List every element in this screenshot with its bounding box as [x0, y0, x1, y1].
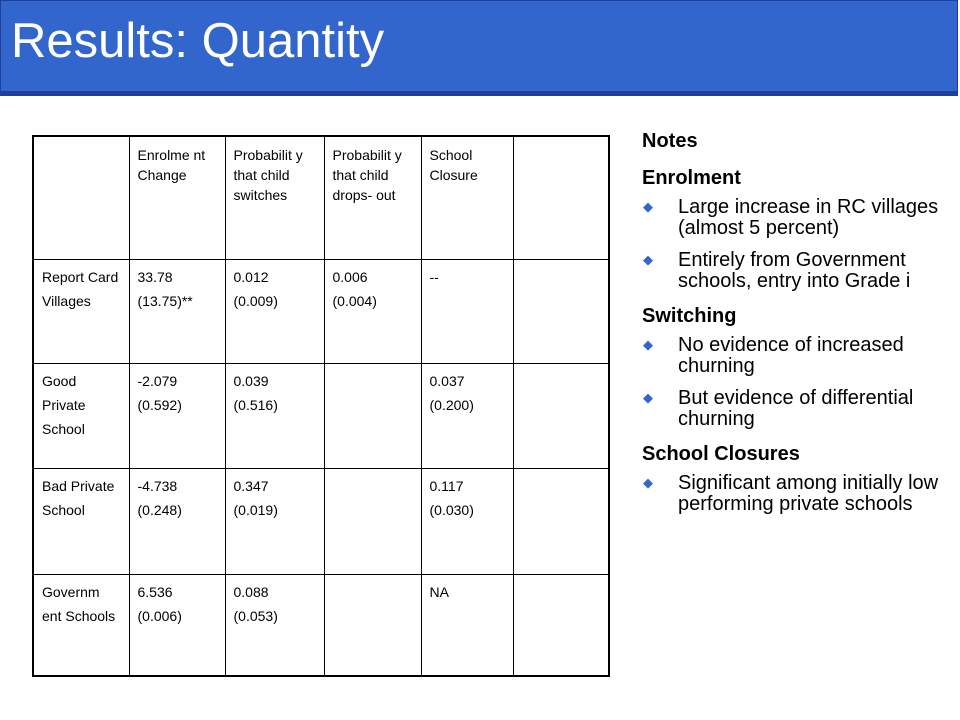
cell-standard-error: (0.006): [137, 607, 182, 624]
notes-section-title: Switching: [642, 305, 737, 327]
notes-bullet-item: [642, 335, 942, 377]
cell-value: -4.738: [137, 477, 178, 494]
table-cell: [129, 363, 225, 468]
table-cell: [513, 363, 609, 468]
cell-standard-error: (0.053): [233, 607, 278, 624]
table-row: [33, 468, 609, 574]
notes-panel: [642, 128, 942, 526]
table-row: [33, 363, 609, 468]
header-cell: [513, 136, 609, 259]
cell-standard-error: (0.019): [233, 501, 278, 518]
table-cell: [421, 468, 513, 574]
cell-value: 0.037: [429, 372, 465, 389]
diamond-bullet-icon: ◆: [643, 475, 653, 490]
cell-value: NA: [429, 583, 449, 600]
notes-bullet-item: [642, 197, 942, 239]
cell-value: 0.088: [233, 583, 269, 600]
results-table: [32, 135, 610, 677]
table-cell: [421, 363, 513, 468]
notes-sections: [642, 165, 942, 515]
header-cell-switch-probability: Probabilit y that child switches: [225, 136, 324, 259]
notes-bullet-list: [642, 197, 942, 292]
cell-standard-error: (0.516): [233, 396, 278, 413]
cell-value: 0.117: [429, 477, 464, 494]
cell-standard-error: (0.009): [233, 292, 278, 309]
cell-standard-error: (13.75)**: [137, 292, 193, 309]
table-cell: [513, 468, 609, 574]
table-cell: [129, 259, 225, 363]
notes-heading: Notes: [642, 130, 698, 152]
table-cell: [513, 259, 609, 363]
table-cell: [324, 259, 421, 363]
cell-value: 33.78: [137, 268, 173, 285]
table-header-row: [33, 136, 609, 259]
row-label-cell: Good Private School: [33, 363, 129, 468]
cell-value: 0.012: [233, 268, 269, 285]
title-bar-edge: [1, 91, 957, 95]
notes-section-title: Enrolment: [642, 167, 741, 189]
notes-bullet-item: [642, 473, 942, 515]
cell-value: 6.536: [137, 583, 173, 600]
notes-bullet-item: [642, 250, 942, 292]
cell-standard-error: (0.200): [429, 396, 474, 413]
diamond-bullet-icon: ◆: [643, 199, 653, 214]
table-cell: [324, 468, 421, 574]
notes-bullet-list: [642, 473, 942, 515]
table-cell: [513, 574, 609, 676]
notes-bullet-list: [642, 335, 942, 430]
table-cell: [129, 468, 225, 574]
table-cell: [324, 363, 421, 468]
notes-bullet-text: Large increase in RC villages (almost 5 percent): [678, 196, 939, 239]
table-row: [33, 574, 609, 676]
cell-standard-error: (0.004): [332, 292, 377, 309]
notes-bullet-item: [642, 388, 942, 430]
table-cell: [324, 574, 421, 676]
notes-bullet-text: But evidence of differential churning: [678, 387, 914, 430]
table-cell: [421, 259, 513, 363]
table-cell: [225, 259, 324, 363]
diamond-bullet-icon: ◆: [643, 252, 653, 267]
cell-value: --: [429, 268, 439, 285]
header-cell-school-closure: School Closure: [421, 136, 513, 259]
notes-section-title: School Closures: [642, 443, 800, 465]
table-cell: [225, 574, 324, 676]
header-cell-dropout-probability: Probabilit y that child drops- out: [324, 136, 421, 259]
notes-bullet-text: Entirely from Government schools, entry into Grade i: [678, 249, 911, 292]
diamond-bullet-icon: ◆: [643, 390, 653, 405]
row-label-cell: Report Card Villages: [33, 259, 129, 363]
table-cell: [225, 363, 324, 468]
row-label-cell: Governm ent Schools: [33, 574, 129, 676]
notes-bullet-text: No evidence of increased churning: [678, 334, 904, 377]
cell-value: 0.347: [233, 477, 269, 494]
table-row: [33, 259, 609, 363]
header-cell-enrolment-change: Enrolme nt Change: [129, 136, 225, 259]
cell-standard-error: (0.592): [137, 396, 182, 413]
header-cell: [33, 136, 129, 259]
diamond-bullet-icon: ◆: [643, 337, 653, 352]
slide-title: Results: Quantity: [11, 14, 385, 68]
notes-bullet-text: Significant among initially low performing private schools: [678, 472, 939, 515]
cell-value: 0.006: [332, 268, 368, 285]
table-cell: [421, 574, 513, 676]
cell-value: 0.039: [233, 372, 269, 389]
cell-standard-error: (0.248): [137, 501, 182, 518]
cell-value: -2.079: [137, 372, 178, 389]
table-cell: [225, 468, 324, 574]
title-bar: [0, 0, 958, 96]
cell-standard-error: (0.030): [429, 501, 474, 518]
table-cell: [129, 574, 225, 676]
row-label-cell: Bad Private School: [33, 468, 129, 574]
